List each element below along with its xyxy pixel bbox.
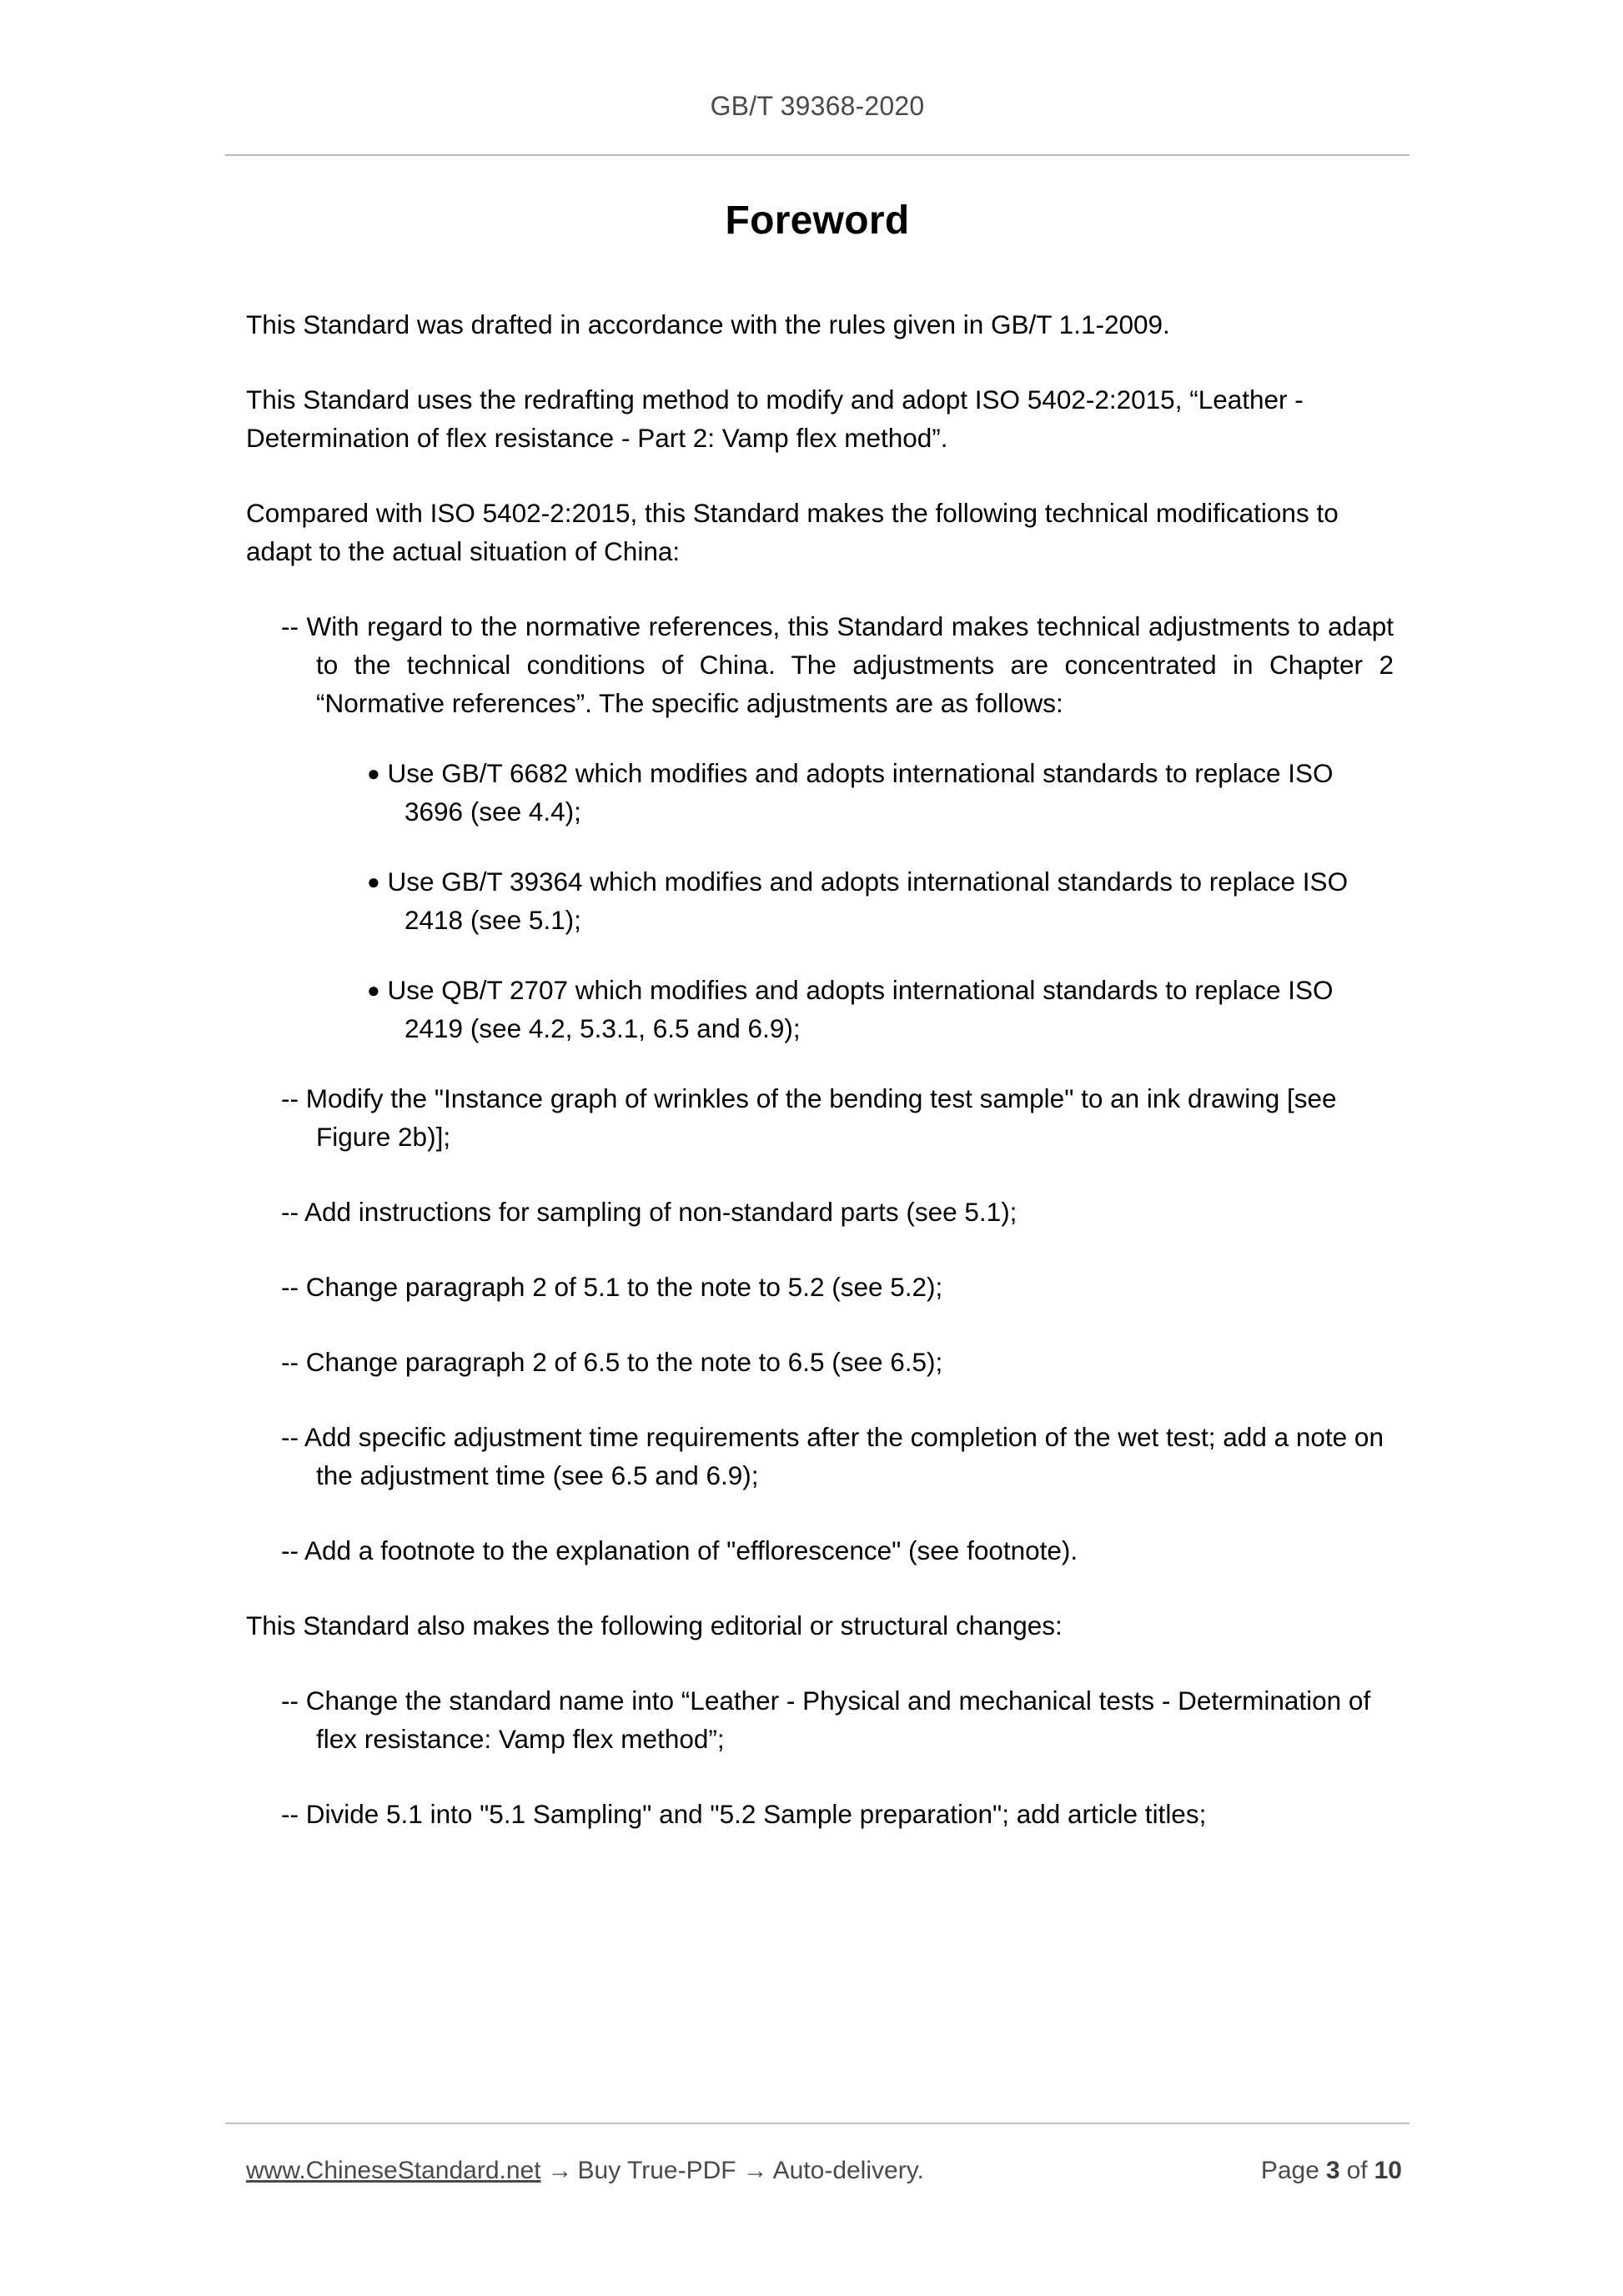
paragraph-2: This Standard uses the redrafting method to modify and adopt ISO 5402-2:2015, “Leather - Determination of flex resistance - Part 2: Vamp flex method”.: [246, 384, 1304, 453]
dash-marker: --: [281, 1347, 299, 1377]
page-title: Foreword: [725, 198, 910, 243]
dash-marker: --: [281, 1083, 299, 1113]
dash-marker: --: [281, 611, 299, 641]
list-item-text: Modify the "Instance graph of wrinkles of the bending test sample" to an ink drawing [see Figure 2b)];: [305, 1083, 1337, 1152]
list-item: [246, 607, 1394, 722]
list-item: [246, 1343, 1394, 1381]
bullet-list: [246, 754, 1394, 1048]
list-item-text: Change paragraph 2 of 5.1 to the note to 5.2 (see 5.2);: [305, 1272, 943, 1302]
dash-marker: --: [281, 1422, 299, 1452]
dash-marker: --: [281, 1535, 299, 1565]
header-divider: [225, 154, 1409, 156]
list-item: [246, 1193, 1394, 1231]
list-item-text: Divide 5.1 into "5.1 Sampling" and "5.2 Sample preparation"; add article titles;: [305, 1799, 1207, 1829]
list-item-text: Change the standard name into “Leather - Physical and mechanical tests - Determination of flex resistance: Vamp flex method”;: [305, 1686, 1371, 1754]
dash-marker: --: [281, 1272, 299, 1302]
list-item: [246, 862, 1394, 939]
page-indicator: [1259, 2150, 1406, 2192]
website-link[interactable]: www.ChineseStandard.net: [246, 2157, 541, 2184]
list-item-text: Use QB/T 2707 which modifies and adopts international standards to replace ISO 2419 (see 4.2, 5.3.1, 6.5 and 6.9);: [387, 975, 1334, 1043]
list-item: [246, 1795, 1394, 1833]
list-item: [246, 754, 1394, 831]
bullet-icon: ●: [367, 869, 380, 894]
bullet-icon: ●: [367, 977, 380, 1002]
list-item-text: Add instructions for sampling of non-standard parts (see 5.1);: [304, 1197, 1018, 1227]
list-item: [246, 1531, 1394, 1570]
list-item-text: Add a footnote to the explanation of "efflorescence" (see footnote).: [304, 1535, 1078, 1565]
dash-marker: --: [281, 1686, 299, 1716]
list-item: [246, 1268, 1394, 1306]
delivery-label: Auto-delivery.: [772, 2157, 924, 2184]
dash-marker: --: [281, 1197, 299, 1227]
page-header: [225, 90, 1409, 122]
footer-promo: [246, 2150, 924, 2192]
document-body: [246, 305, 1394, 1870]
arrow-right-icon: →: [547, 2157, 573, 2184]
list-item: [246, 1418, 1394, 1495]
of-label: of: [1346, 2157, 1368, 2184]
current-page-number: 3: [1325, 2157, 1340, 2184]
page-label: Page: [1260, 2157, 1319, 2184]
arrow-right-icon: →: [742, 2157, 768, 2184]
bullet-icon: ●: [367, 761, 380, 786]
paragraph-4: This Standard also makes the following editorial or structural changes:: [246, 1610, 1063, 1640]
footer-divider: [225, 2123, 1409, 2124]
total-page-count: 10: [1374, 2157, 1402, 2184]
paragraph-3: Compared with ISO 5402-2:2015, this Standard makes the following technical modifications to adapt to the actual situation of China:: [246, 498, 1339, 566]
list-item: [246, 1681, 1394, 1758]
list-item-text: With regard to the normative references, this Standard makes technical adjustments to adapt to the technical conditions of China. The adjustments are concentrated in Chapter 2 “Normative references”. The specific adjustments are as follows:: [306, 611, 1394, 718]
list-item-text: Use GB/T 39364 which modifies and adopts international standards to replace ISO 2418 (see 5.1);: [387, 867, 1349, 935]
list-item-text: Use GB/T 6682 which modifies and adopts international standards to replace ISO 3696 (see 4.4);: [387, 758, 1334, 826]
dash-marker: --: [281, 1799, 299, 1829]
page-footer: [246, 2150, 1409, 2192]
paragraph-1: This Standard was drafted in accordance with the rules given in GB/T 1.1-2009.: [246, 309, 1170, 339]
buy-label: Buy True-PDF: [577, 2157, 736, 2184]
list-item: [246, 971, 1394, 1048]
standard-number: GB/T 39368-2020: [710, 91, 925, 121]
list-item-text: Change paragraph 2 of 6.5 to the note to 6.5 (see 6.5);: [305, 1347, 943, 1377]
list-item: [246, 1079, 1394, 1156]
list-item-text: Add specific adjustment time requirements after the completion of the wet test; add a note on the adjustment time (see 6.5 and 6.9);: [304, 1422, 1384, 1490]
